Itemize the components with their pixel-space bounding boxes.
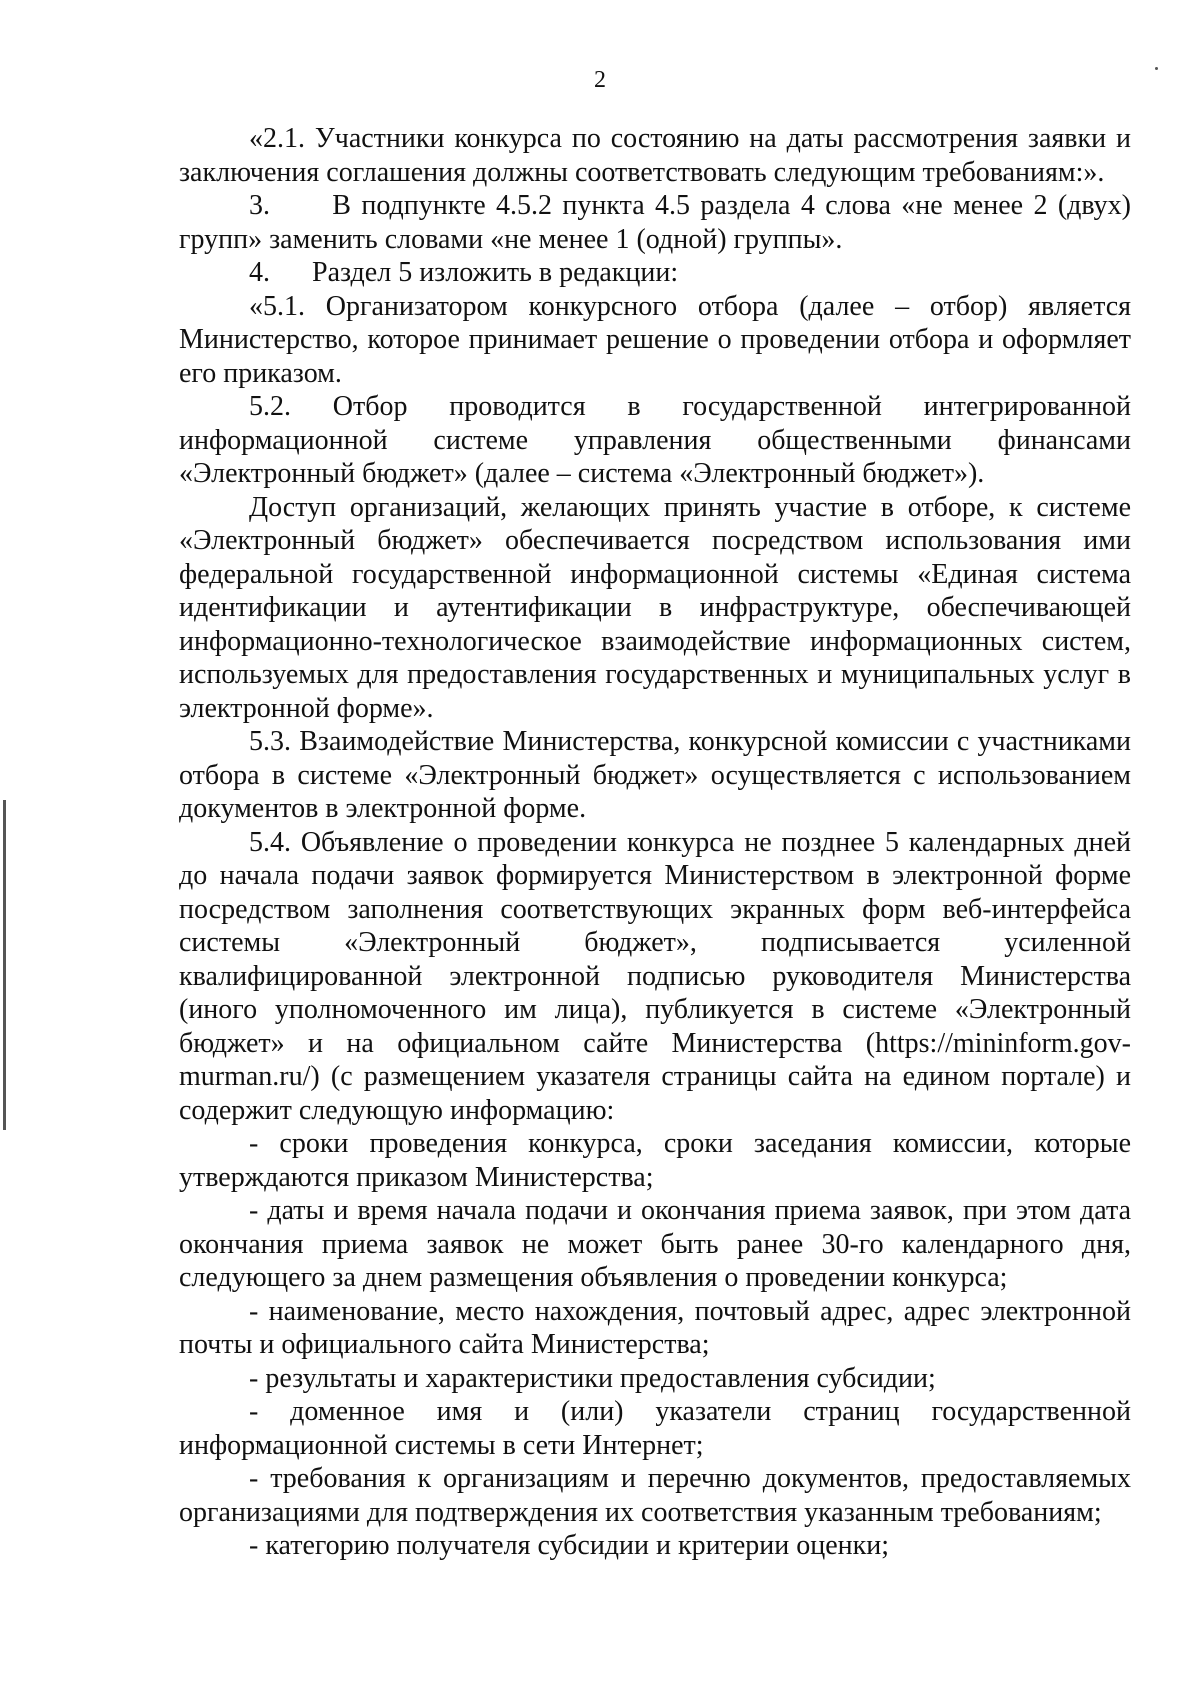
scan-margin-mark [3,800,6,1130]
list-item-terms: - сроки проведения конкурса, сроки заседания комиссии, которые утверждаются приказом Министерства; [179,1128,1131,1193]
paragraph-2-1: «2.1. Участники конкурса по состоянию на даты рассмотрения заявки и заключения соглашения должны соответствовать следующим требованиям:». [179,123,1131,188]
paragraph-item-3: 3. В подпункте 4.5.2 пункта 4.5 раздела 4 слова «не менее 2 (двух) групп» заменить словами «не менее 1 (одной) группы». [179,190,1131,255]
paragraph-item-4: 4. Раздел 5 изложить в редакции: [249,257,679,288]
list-item-domain: - доменное имя и (или) указатели страниц государственной информационной системы в сети Интернет; [179,1396,1131,1461]
document-body [179,122,1131,1563]
paragraph-5-1: «5.1. Организатором конкурсного отбора (далее – отбор) является Министерство, которое принимает решение о проведении отбора и оформляет его приказом. [179,290,1131,389]
paragraph-5-4: 5.4. Объявление о проведении конкурса не позднее 5 календарных дней до начала подачи заявок формируется Министерством в электронной форме посредством заполнения соответствующих экранных форм веб-интерфейса системы «Электронный бюджет», подписывается усиленной квалифицированной электронной подписью руководителя Министерства (иного уполномоченного им лица), публикуется в системе «Электронный бюджет» и на официальном сайте Министерства (https://mininform.gov-murman.ru/) (с размещением указателя страницы сайта на едином портале) и содержит следующую информацию: [179,826,1131,1126]
list-item-results: - результаты и характеристики предоставления субсидии; [249,1362,936,1394]
paragraph-5-2: 5.2. Отбор проводится в государственной интегрированной информационной системе управления общественными финансами «Электронный бюджет» (далее – система «Электронный бюджет»). [179,391,1131,489]
page-number: 2 [594,67,606,93]
paragraph-access: Доступ организаций, желающих принять участие в отборе, к системе «Электронный бюджет» обеспечивается посредством использования ими федеральной государственной информационной системы «Единая система идентификации и аутентификации в инфраструктуре, обеспечивающей информационно-технологическое взаимодействие информационных систем, используемых для предоставления государственных и муниципальных услуг в электронной форме». [179,491,1131,724]
list-item-dates: - даты и время начала подачи и окончания приема заявок, при этом дата окончания приема заявок не может быть ранее 30-го календарного дня, следующего за днем размещения объявления о проведении конкурса; [179,1195,1131,1293]
scan-dot [1155,67,1158,70]
list-item-category: - категорию получателя субсидии и критерии оценки; [249,1530,889,1561]
paragraph-5-3: 5.3. Взаимодействие Министерства, конкурсной комиссии с участниками отбора в системе «Электронный бюджет» осуществляется с использованием документов в электронной форме. [179,726,1131,824]
list-item-requirements: - требования к организациям и перечню документов, предоставляемых организациями для подтверждения их соответствия указанным требованиям; [179,1463,1131,1528]
list-item-contacts: - наименование, место нахождения, почтовый адрес, адрес электронной почты и официального сайта Министерства; [179,1295,1131,1360]
